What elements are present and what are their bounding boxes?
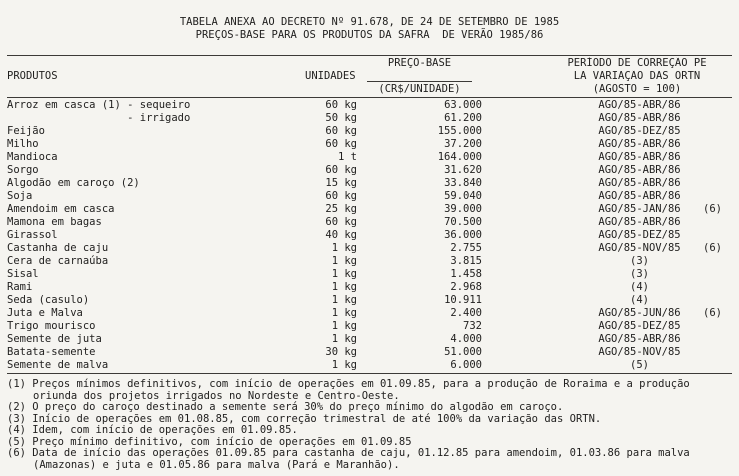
unit-cell: 25 kg: [325, 203, 357, 215]
table-row: [7, 255, 732, 268]
note-cell: [687, 99, 732, 112]
period-cell: (4): [630, 294, 649, 306]
product-cell: Seda (casulo): [7, 294, 90, 306]
column-header-products: PRODUTOS: [7, 70, 58, 82]
price-cell: 732: [463, 320, 482, 332]
period-cell: AGO/85-DEZ/85: [598, 125, 681, 137]
period-cell: (4): [630, 281, 649, 293]
table-row: [7, 346, 732, 359]
period-cell: AGO/85-ABR/86: [598, 138, 681, 150]
table-row: [7, 242, 732, 255]
period-cell: AGO/85-ABR/86: [598, 177, 681, 189]
table-row: [7, 229, 732, 242]
footnote: (2) O preço do caroço destinado a semente será 30% do preço mínimo do algodão em caroço.: [7, 401, 564, 413]
column-header-period-line3: (AGOSTO = 100): [592, 83, 682, 95]
unit-cell: 60 kg: [325, 164, 357, 176]
period-cell: (5): [630, 359, 649, 371]
price-cell: 2.400: [450, 307, 482, 319]
product-cell: Rami: [7, 281, 33, 293]
unit-cell: 1 kg: [331, 307, 357, 319]
period-cell: (3): [630, 268, 649, 280]
table-row: [7, 151, 732, 164]
footnote: (4) Idem, com início de operações em 01.09.85.: [7, 424, 298, 436]
table-row: [7, 99, 732, 112]
note-cell: [687, 125, 732, 138]
price-cell: 51.000: [444, 346, 482, 358]
price-cell: 59.040: [444, 190, 482, 202]
footnote: (5) Preço mínimo definitivo, com início de operações em 01.09.85: [7, 435, 412, 448]
product-cell: Castanha de caju: [7, 242, 109, 254]
unit-cell: 60 kg: [325, 138, 357, 150]
note-cell: (6): [703, 307, 722, 319]
table-row: [7, 359, 732, 372]
unit-cell: 1 kg: [331, 242, 357, 254]
price-cell: 37.200: [444, 138, 482, 150]
table-row: [7, 268, 732, 281]
product-cell: Soja: [7, 190, 33, 202]
table-row: [7, 190, 732, 203]
price-cell: 164.000: [437, 151, 482, 163]
price-cell: 2.755: [450, 242, 482, 254]
price-cell: 10.911: [444, 294, 482, 306]
product-cell: Arroz em casca (1) - sequeiro: [7, 99, 191, 111]
product-cell: Milho: [7, 138, 39, 150]
product-cell: Juta e Malva: [7, 307, 83, 319]
document-header: [7, 16, 732, 42]
period-cell: AGO/85-ABR/86: [598, 112, 681, 124]
unit-cell: 60 kg: [325, 216, 357, 228]
unit-cell: 30 kg: [325, 346, 357, 358]
note-cell: [687, 177, 732, 190]
unit-cell: 60 kg: [325, 125, 357, 137]
footnote: (6) Data de início das operações 01.09.85 para castanha de caju, 01.12.85 para amendoim, 01.03.86 para malva (Amazonas) e juta e 01.05.86 para malva (Pará e Maranhão).: [7, 447, 690, 471]
product-cell: Feijão: [7, 125, 45, 137]
price-cell: 1.458: [450, 268, 482, 280]
unit-cell: 60 kg: [325, 190, 357, 202]
column-header-price-base: PREÇO-BASE: [387, 57, 452, 69]
note-cell: [687, 294, 732, 307]
period-cell: AGO/85-ABR/86: [598, 190, 681, 202]
product-cell: Cera de carnaúba: [7, 255, 109, 267]
note-cell: [687, 359, 732, 372]
period-cell: AGO/85-ABR/86: [598, 333, 681, 345]
footnote: (3) Início de operações em 01.08.85, com correção trimestral de até 100% da variação das ORTN.: [7, 412, 602, 425]
period-cell: AGO/85-ABR/86: [598, 99, 681, 111]
product-cell: Semente de juta: [7, 333, 102, 345]
header-bottom-rule: [7, 97, 732, 98]
footnotes-section: [7, 379, 732, 471]
unit-cell: 15 kg: [325, 177, 357, 189]
note-cell: [687, 190, 732, 203]
table-top-rule: [7, 55, 732, 56]
price-cell: 61.200: [444, 112, 482, 124]
price-cell: 70.500: [444, 216, 482, 228]
unit-cell: 1 kg: [331, 359, 357, 371]
table-row: [7, 294, 732, 307]
note-cell: [687, 268, 732, 281]
note-cell: [687, 112, 732, 125]
price-cell: 33.840: [444, 177, 482, 189]
price-cell: 63.000: [444, 99, 482, 111]
price-cell: 39.000: [444, 203, 482, 215]
period-cell: (3): [630, 255, 649, 267]
period-cell: AGO/85-ABR/86: [598, 164, 681, 176]
unit-cell: 40 kg: [325, 229, 357, 241]
table-row: [7, 203, 732, 216]
footnote: (1) Preços mínimos definitivos, com início de operações em 01.09.85, para a produção de Roraima e a produção oriunda dos projetos irrigados no Nordeste e Centro-Oeste.: [7, 378, 690, 402]
price-table-body: [7, 99, 732, 372]
note-cell: (6): [703, 203, 722, 215]
period-cell: AGO/85-JAN/86: [598, 203, 681, 215]
column-header-units: UNIDADES: [305, 70, 356, 82]
product-cell: Trigo mourisco: [7, 320, 96, 332]
unit-cell: 1 kg: [331, 255, 357, 267]
column-header-period-line2: LA VARIAÇÃO DAS ORTN: [573, 70, 701, 82]
note-cell: [687, 320, 732, 333]
note-cell: (6): [703, 242, 722, 254]
table-row: [7, 112, 732, 125]
period-cell: AGO/85-DEZ/85: [598, 320, 681, 332]
note-cell: [687, 281, 732, 294]
note-cell: [687, 151, 732, 164]
column-header-price-unit: (CR$/UNIDADE): [378, 83, 461, 95]
note-cell: [687, 216, 732, 229]
period-cell: AGO/85-DEZ/85: [598, 229, 681, 241]
product-cell: Mandioca: [7, 151, 58, 163]
note-cell: [687, 164, 732, 177]
table-bottom-rule: [7, 373, 732, 374]
price-column-rule: [367, 70, 472, 82]
table-row: [7, 333, 732, 346]
table-row: [7, 281, 732, 294]
price-cell: 31.620: [444, 164, 482, 176]
table-row: [7, 307, 732, 320]
unit-cell: 1 kg: [331, 268, 357, 280]
product-cell: Amendoim em casca: [7, 203, 115, 215]
note-cell: [687, 138, 732, 151]
column-header-period-line1: PERÍODO DE CORREÇÃO PE: [567, 57, 707, 69]
table-row: [7, 177, 732, 190]
table-row: [7, 125, 732, 138]
unit-cell: 1 kg: [331, 333, 357, 345]
document-title: TABELA ANEXA AO DECRETO Nº 91.678, DE 24 DE SETEMBRO DE 1985: [179, 16, 560, 28]
unit-cell: 1 kg: [331, 294, 357, 306]
product-cell: Sisal: [7, 268, 39, 280]
table-row: [7, 216, 732, 229]
table-row: [7, 138, 732, 151]
unit-cell: 60 kg: [325, 99, 357, 111]
note-cell: [687, 333, 732, 346]
document-subtitle: PREÇOS-BASE PARA OS PRODUTOS DA SAFRA DE VERÃO 1985/86: [195, 29, 544, 41]
period-cell: AGO/85-ABR/86: [598, 216, 681, 228]
product-cell: - irrigado: [7, 112, 191, 124]
note-cell: [687, 346, 732, 359]
table-header: [7, 57, 732, 96]
price-cell: 4.000: [450, 333, 482, 345]
price-cell: 6.000: [450, 359, 482, 371]
period-cell: AGO/85-NOV/85: [598, 346, 681, 358]
price-cell: 155.000: [437, 125, 482, 137]
price-cell: 3.815: [450, 255, 482, 267]
product-cell: Girassol: [7, 229, 58, 241]
product-cell: Mamona em bagas: [7, 216, 102, 228]
table-row: [7, 164, 732, 177]
unit-cell: 1 t: [338, 151, 357, 163]
period-cell: AGO/85-NOV/85: [598, 242, 681, 254]
table-row: [7, 320, 732, 333]
note-cell: [687, 255, 732, 268]
price-cell: 36.000: [444, 229, 482, 241]
note-cell: [687, 229, 732, 242]
period-cell: AGO/85-ABR/86: [598, 151, 681, 163]
product-cell: Batata-semente: [7, 346, 96, 358]
unit-cell: 50 kg: [325, 112, 357, 124]
unit-cell: 1 kg: [331, 320, 357, 332]
product-cell: Algodão em caroço (2): [7, 177, 140, 189]
price-cell: 2.968: [450, 281, 482, 293]
period-cell: AGO/85-JUN/86: [598, 307, 681, 319]
unit-cell: 1 kg: [331, 281, 357, 293]
product-cell: Semente de malva: [7, 359, 109, 371]
product-cell: Sorgo: [7, 164, 39, 176]
